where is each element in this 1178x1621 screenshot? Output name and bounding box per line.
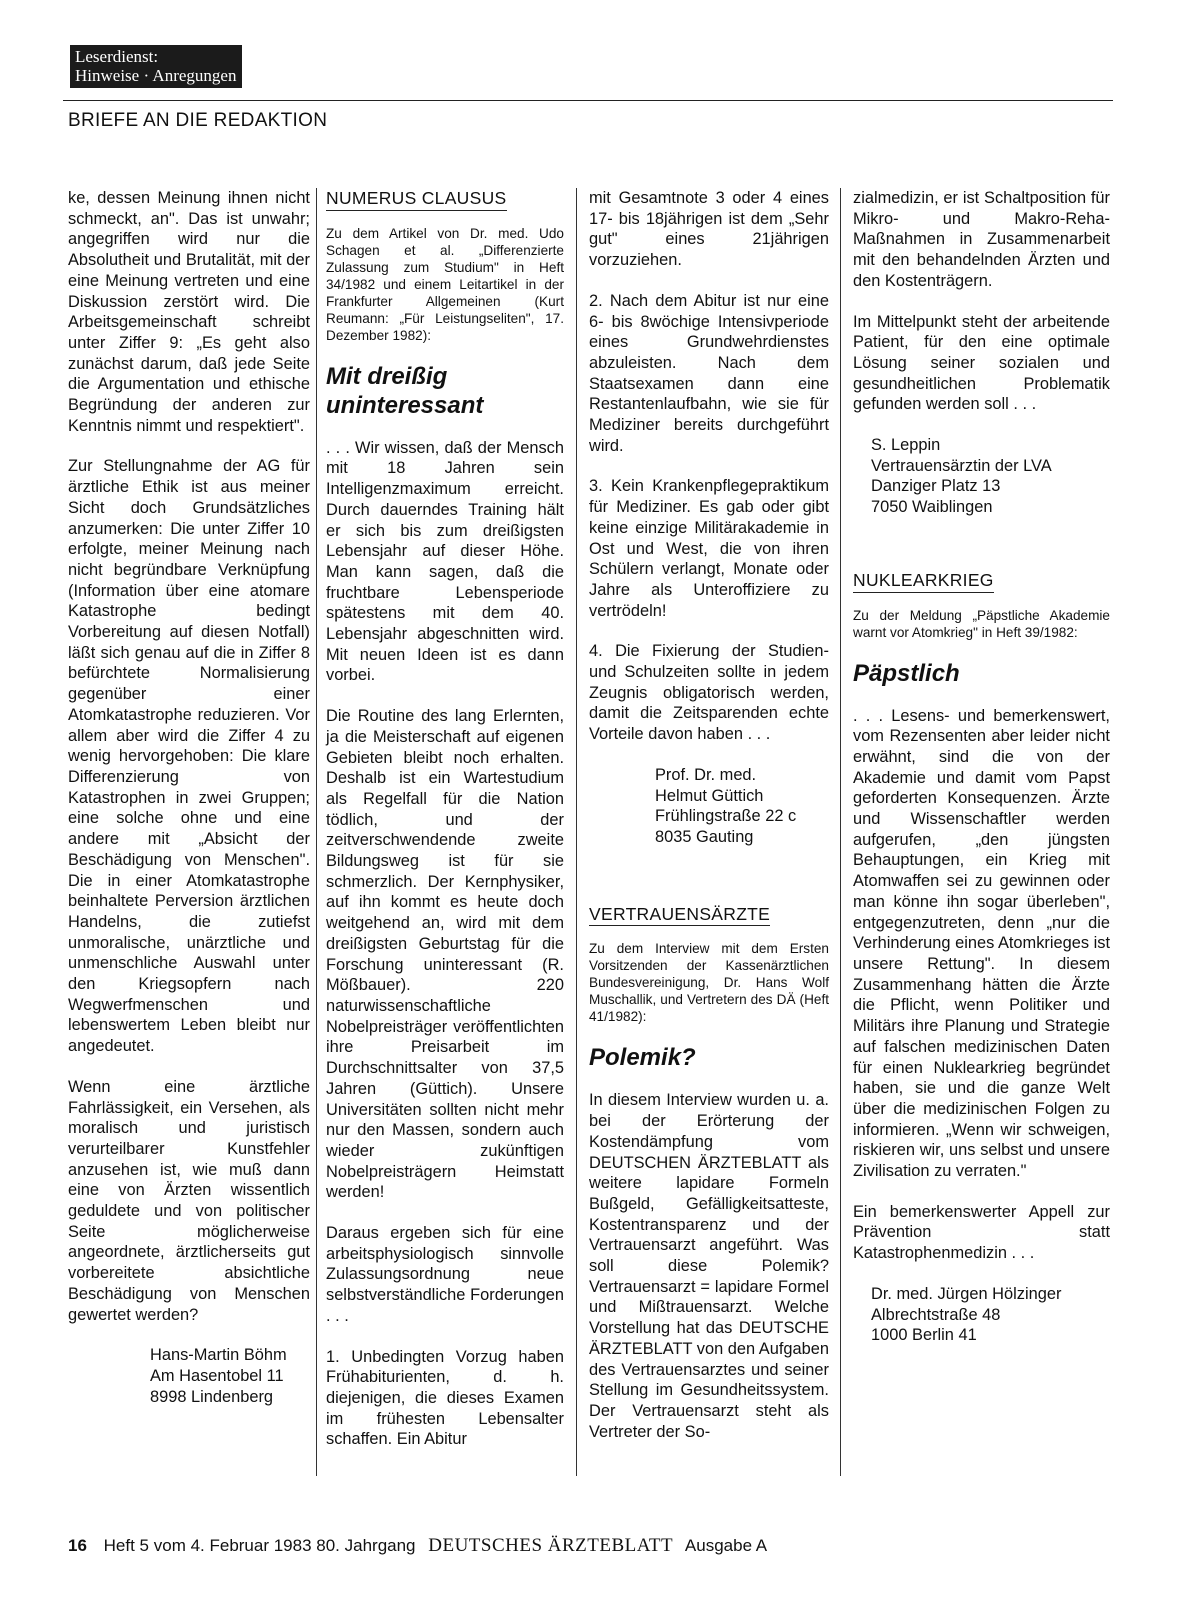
letter-paragraph: Ein bemerkenswerter Appell zur Prävention statt Katastrophenmedizin . . . <box>853 1202 1110 1263</box>
signature-block <box>68 1345 310 1407</box>
column-divider <box>316 188 317 1476</box>
letter-title-line: Mit dreißig <box>326 362 448 390</box>
column-divider <box>576 188 577 1476</box>
letter-paragraph: Zur Stellungnahme der AG für ärztliche Ethik ist aus meiner Sicht doch Grundsätzliches anzumerken: Die unter Ziffer 10 erfolgte, meiner Meinung nach nicht begründbare Verknüpfung (Information über eine atomare Katastrophe bedingt Vorbereitung auf diesen Notfall) läßt sich genau auf die in Ziffer 8 befürchtete Normalisierung gegenüber einer Atomkatastrophe reduzieren. Vor allem aber wird die Ziffer 4 zu wenig hervorgehoben: Die klare Differenzierung von Katastrophen in zwei Gruppen; eine solche ohne und eine andere mit „Absicht der Beschädigung von Menschen". Die in einer Atomkatastrophe beinhaltete Perversion ärztlichen Handelns, die zutiefst unmoralische, unärztliche und unmenschliche Auswahl unter den Kriegsopfern nach Wegwerfmenschen und lebenswertem Leben bleibt nur angedeutet. <box>68 457 310 1056</box>
topic-heading: NUKLEARKRIEG <box>853 570 994 593</box>
topic-heading: NUMERUS CLAUSUS <box>326 188 507 211</box>
signature-city: 8035 Gauting <box>655 827 754 846</box>
letter-paragraph: mit Gesamtnote 3 oder 4 eines 17- bis 18jährigen ist dem „Sehr gut" eines 21jährigen vorzuziehen. <box>589 189 829 270</box>
letter-paragraph: 4. Die Fixierung der Studien- und Schulzeiten sollte in jedem Zeugnis obligatorisch werden, damit die Zeitsparenden echte Vorteile davon haben . . . <box>589 642 829 744</box>
header-rule <box>63 100 1113 101</box>
section-label-line2: Hinweise · Anregungen <box>75 66 237 85</box>
letter-paragraph: 2. Nach dem Abitur ist nur eine 6- bis 8wöchige Intensivperiode eines Grundwehrdienstes abzuleisten. Nach dem Staatsexamen dann eine Restantenlaufbahn, wie sie für Mediziner bereits durchgeführt wird. <box>589 291 829 455</box>
issue-info: Heft 5 vom 4. Februar 1983 80. Jahrgang <box>103 1536 416 1555</box>
letter-title: Päpstlich <box>853 659 960 687</box>
letter-paragraph: . . . Lesens- und bemerkenswert, vom Rezensenten aber leider nicht erwähnt, sind die von der Akademie und damit vom Papst geforderten Konsequenzen. Ärzte und Wissenschaftler werden aufgerufen, „den jüngsten Behauptungen, ein Krieg mit Atomwaffen sei zu gewinnen oder man könne ihn sogar überleben", entgegenzutreten, denn „nur die Verhinderung eines Atomkrieges ist unsere Rettung". In diesem Zusammenhang hätten die Ärzte die Pflicht, wenn Politiker und Militärs ihre Planung und Strategie auf falschen medizinischen Daten für einen Nuklearkrieg begründet haben, sie und die ganze Welt über die medizinischen Folgen zu informieren. „Wenn wir schweigen, riskieren wir, uns selbst und unsere Zivilisation zu verraten." <box>853 706 1110 1181</box>
section-label <box>70 45 242 88</box>
column-1 <box>68 188 310 1427</box>
letter-paragraph: ke, dessen Meinung ihnen nicht schmeckt, an". Das ist unwahr; angegriffen wird nur die Absolutheit und Brutalität, mit der eine Meinung vertreten und eine Diskussion zerstört wird. Die Arbeitsgemeinschaft schreibt unter Ziffer 9: „Es geht also zunächst darum, daß jede Seite die Argumentation und ethische Begründung der anderen zur Kenntnis nimmt und respektiert". <box>68 189 310 435</box>
letter-title: Polemik? <box>589 1044 696 1072</box>
signature-name: Dr. med. Jürgen Hölzinger <box>871 1284 1062 1303</box>
letter-paragraph: zialmedizin, er ist Schaltposition für Mikro- und Makro-Reha-Maßnahmen in Zusammenarbeit mit den behandelnden Ärzten und den Kostenträgern. <box>853 189 1110 290</box>
column-4 <box>853 188 1110 1366</box>
section-label-line1: Leserdienst: <box>75 47 159 66</box>
letter-paragraph: In diesem Interview wurden u. a. bei der Erörterung der Kostendämpfung vom DEUTSCHEN ÄRZTEBLATT als weitere lapidare Formeln Bußgeld, Gefälligkeitsatteste, Kostentransparenz und der Vertrauensarzt angeführt. Was soll diese Polemik? Vertrauensarzt = lapidare Formel und Mißtrauensarzt. Welche Vorstellung hat das DEUTSCHE ÄRZTEBLATT von den Aufgaben des Vertrauensarztes und seiner Stellung im Gesundheitssystem. Der Vertrauensarzt steht als Vertreter der So- <box>589 1091 829 1441</box>
letter-paragraph: Die Routine des lang Erlernten, ja die Meisterschaft auf eigenen Gebieten bleibt noch erhalten. Deshalb ist ein Wartestudium als Regelfall für die Nation tödlich, und der zeitverschwendende zweite Bildungsweg ist für sie schmerzlich. Der Kernphysiker, auf ihn kommt es heute doch weitgehend an, wird mit dem dreißigsten Geburtstag für die Forschung uninteressant (R. Mößbauer). 220 naturwissenschaftliche Nobelpreisträger veröffentlichten ihre Preisarbeit im Durchschnittsalter von 37,5 Jahren (Güttich). Unsere Universitäten sollten nicht mehr nur den Massen, sondern auch wieder zukünftigen Nobelpreisträgern Heimstatt werden! <box>326 707 564 1202</box>
letter-paragraph: Daraus ergeben sich für eine arbeitsphysiologisch sinnvolle Zulassungsordnung neue selbstverständliche Forderungen . . . <box>326 1224 564 1325</box>
signature-city: 1000 Berlin 41 <box>871 1326 977 1345</box>
letter-paragraph: . . . Wir wissen, daß der Mensch mit 18 Jahren sein Intelligenzmaximum erreicht. Durch dauerndes Training hält er sich bis zum dreißigsten Lebensjahr auf dieser Höhe. Man kann sagen, daß die fruchtbare Lebensperiode spätestens mit dem 40. Lebensjahr abgeschnitten wird. Mit neuen Ideen ist es dann vorbei. <box>326 438 564 685</box>
letter-paragraph: Im Mittelpunkt steht der arbeitende Patient, für den eine optimale Lösung seiner sozialen und gesundheitlichen Problematik gefunden werden soll . . . <box>853 312 1110 414</box>
signature-street: Frühlingstraße 22 c <box>655 807 797 826</box>
letter-title <box>326 362 564 420</box>
signature-block <box>853 435 1110 518</box>
topic-heading: VERTRAUENSÄRZTE <box>589 904 770 927</box>
column-divider <box>840 188 841 1476</box>
signature-street: Albrechtstraße 48 <box>871 1305 1001 1324</box>
signature-name: Hans-Martin Böhm <box>150 1346 287 1365</box>
letter-intro: Zu dem Interview mit dem Ersten Vorsitzenden der Kassenärztlichen Bundesvereinigung, Dr. Hans Wolf Muschallik, und Vertretern des DÄ (Heft 41/1982): <box>589 941 829 1025</box>
signature-title: Prof. Dr. med. <box>655 765 757 784</box>
column-2 <box>326 188 564 1470</box>
signature-title: Vertrauensärztin der LVA <box>871 456 1052 475</box>
letter-paragraph: Wenn eine ärztliche Fahrlässigkeit, ein Versehen, als moralisch und juristisch verurteilbarer Kunstfehler anzusehen ist, wie muß dann eine von Ärzten wissentlich geduldete und von politischer Seite möglicherweise angeordnete, ärztlicherseits gut vorbereitete absichtliche Beschädigung von Menschen gewertet werden? <box>68 1077 310 1324</box>
journal-name: DEUTSCHES ÄRZTEBLATT <box>428 1535 674 1556</box>
signature-city: 8998 Lindenberg <box>150 1387 274 1406</box>
page-number: 16 <box>68 1536 87 1555</box>
signature-block <box>589 765 829 848</box>
signature-block <box>853 1284 1110 1346</box>
signature-street: Danziger Platz 13 <box>871 477 1001 496</box>
letter-paragraph: 1. Unbedingten Vorzug haben Frühabiturienten, d. h. diejenigen, die dieses Examen im frühesten Lebensalter schaffen. Ein Abitur <box>326 1347 564 1449</box>
column-3 <box>589 188 829 1462</box>
page-footer <box>68 1535 767 1557</box>
letter-intro: Zu der Meldung „Päpstliche Akademie warnt vor Atomkrieg" in Heft 39/1982: <box>853 607 1110 640</box>
letter-title-line: uninteressant <box>326 391 484 419</box>
letter-intro: Zu dem Artikel von Dr. med. Udo Schagen et al. „Differenzierte Zulassung zum Studium" in Heft 34/1982 und einem Leitartikel in der Frankfurter Allgemeinen (Kurt Reumann: „Für Leistungseliten", 17. Dezember 1982): <box>326 225 564 343</box>
signature-city: 7050 Waiblingen <box>871 498 993 517</box>
page-title: BRIEFE AN DIE REDAKTION <box>68 110 328 131</box>
signature-street: Am Hasentobel 11 <box>150 1366 284 1385</box>
signature-name: Helmut Güttich <box>655 786 764 805</box>
letter-paragraph: 3. Kein Krankenpflegepraktikum für Mediziner. Es gab oder gibt keine einzige Militärakademie in Ost und West, die von ihren Schülern verlangt, Monate oder Jahre als Unteroffiziere zu vertrödeln! <box>589 477 829 620</box>
edition-label: Ausgabe A <box>684 1536 768 1555</box>
signature-name: S. Leppin <box>871 436 941 455</box>
